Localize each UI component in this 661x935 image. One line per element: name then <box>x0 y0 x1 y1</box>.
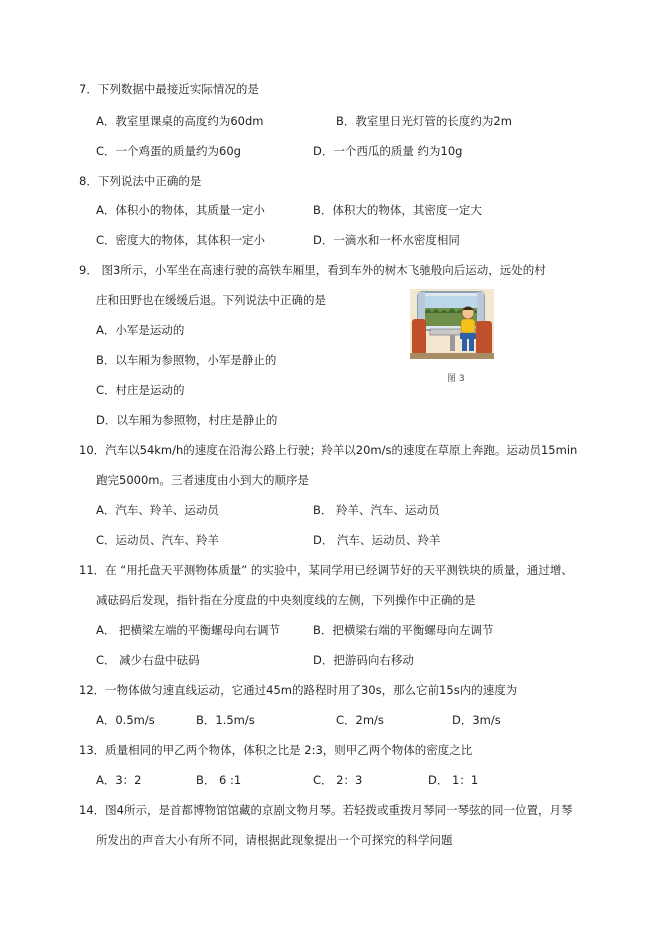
q11-stem-line1: 11．在 “用托盘天平测物体质量” 的实验中，某同学用已经调节好的天平测铁块的质量，通过增、 <box>79 563 573 577</box>
q14-stem-line2: 所发出的声音大小有所不同，请根据此现象提出一个可探究的科学问题 <box>96 833 453 847</box>
q9-option-d: D．以车厢为参照物，村庄是静止的 <box>96 413 278 427</box>
q11-stem-line2: 减砝码后发现，指针指在分度盘的中央刻度线的左侧，下列操作中正确的是 <box>96 593 476 607</box>
q8-option-d: D．一滴水和一杯水密度相同 <box>313 233 460 247</box>
q7-option-b: B．教室里日光灯管的长度约为2m <box>336 114 512 128</box>
q8-stem: 8．下列说法中正确的是 <box>79 174 202 188</box>
q12-stem: 12．一物体做匀速直线运动，它通过45m的路程时用了30s，那么它前15s内的速度为 <box>79 683 518 697</box>
q12-option-d: D．3m/s <box>452 713 501 727</box>
q11-option-b: B．把横梁右端的平衡螺母向左调节 <box>313 623 494 637</box>
q10-stem-line1: 10．汽车以54km/h的速度在沿海公路上行驶；羚羊以20m/s的速度在草原上奔跑。运动员15min <box>79 443 578 457</box>
q9-stem-line2: 庄和田野也在缓缓后退。下列说法中正确的是 <box>96 293 326 307</box>
q12-option-b: B．1.5m/s <box>196 713 255 727</box>
q10-option-b: B． 羚羊、汽车、运动员 <box>313 503 440 517</box>
q13-stem: 13．质量相同的甲乙两个物体，体积之比是 2:3，则甲乙两个物体的密度之比 <box>79 743 473 757</box>
q13-option-a: A．3：2 <box>96 773 142 787</box>
q7-stem: 7．下列数据中最接近实际情况的是 <box>79 82 259 96</box>
q7-option-c: C．一个鸡蛋的质量约为60g <box>96 144 241 158</box>
q14-stem-line1: 14．图4所示，是首都博物馆馆藏的京剧文物月琴。若轻拨或重拨月琴同一琴弦的同一位置，月琴 <box>79 803 573 817</box>
q9-option-a: A．小军是运动的 <box>96 323 185 337</box>
train-window-figure <box>410 289 494 359</box>
q10-option-d: D． 汽车、运动员、羚羊 <box>313 533 441 547</box>
figure-3-caption: 图 3 <box>447 374 465 384</box>
q12-option-a: A．0.5m/s <box>96 713 155 727</box>
train-window-illustration <box>410 289 494 359</box>
q11-option-a: A． 把横梁左端的平衡螺母向右调节 <box>96 623 281 637</box>
q9-option-c: C．村庄是运动的 <box>96 383 185 397</box>
q9-stem-line1: 9． 图3所示，小军坐在高速行驶的高铁车厢里，看到车外的树木飞驰般向后运动，远处的村 <box>79 263 546 277</box>
q13-option-d: D． 1：1 <box>428 773 479 787</box>
q13-option-b: B． 6 :1 <box>196 773 242 787</box>
q12-option-c: C．2m/s <box>336 713 384 727</box>
q8-option-b: B．体积大的物体，其密度一定大 <box>313 203 482 217</box>
q10-option-a: A．汽车、羚羊、运动员 <box>96 503 219 517</box>
q9-option-b: B．以车厢为参照物，小军是静止的 <box>96 353 277 367</box>
q7-option-a: A．教室里课桌的高度约为60dm <box>96 114 264 128</box>
q10-stem-line2: 跑完5000m。三者速度由小到大的顺序是 <box>96 473 309 487</box>
q10-option-c: C．运动员、汽车、羚羊 <box>96 533 220 547</box>
q8-option-c: C．密度大的物体，其体积一定小 <box>96 233 266 247</box>
q13-option-c: C． 2：3 <box>313 773 363 787</box>
q11-option-d: D．把游码向右移动 <box>313 653 414 667</box>
q11-option-c: C． 减少右盘中砝码 <box>96 653 200 667</box>
q7-option-d: D．一个西瓜的质量 约为10g <box>313 144 463 158</box>
q8-option-a: A．体积小的物体，其质量一定小 <box>96 203 265 217</box>
